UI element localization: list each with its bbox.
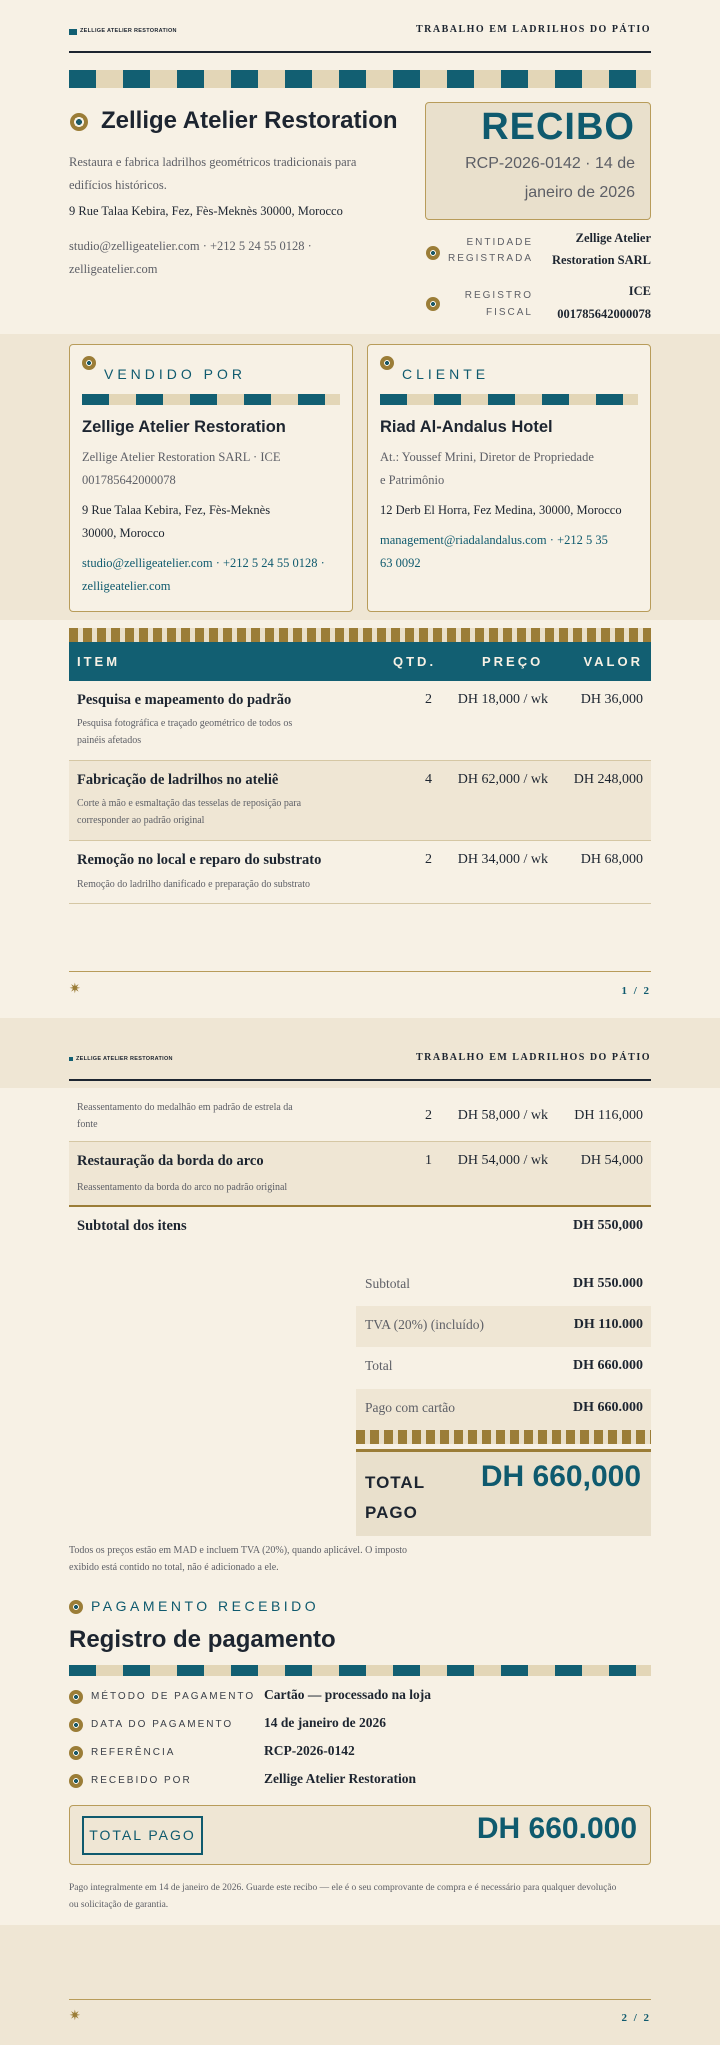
receipt-title: RECIBO <box>481 106 635 148</box>
col-item-header: ITEM <box>77 654 121 669</box>
row-title: Pesquisa e mapeamento do padrão <box>77 692 292 708</box>
paid-value: DH 660.000 <box>573 1400 643 1415</box>
tax-label-1: REGISTRO <box>464 290 533 301</box>
client-attn-1: At.: Youssef Mrini, Diretor de Propriedade <box>380 450 594 464</box>
rosette-icon <box>70 113 88 131</box>
grand-total-label-2: PAGO <box>365 1503 418 1522</box>
zellige-stripe <box>69 70 651 88</box>
entity-value-2: Restoration SARL <box>552 253 651 267</box>
total-paid-value: DH 660.000 <box>476 1812 637 1845</box>
vat-value: DH 110.000 <box>573 1317 643 1332</box>
rosette-icon <box>426 246 440 260</box>
row-price: DH 54,000 / wk <box>457 1153 548 1168</box>
header-tag: TRABALHO EM LADRILHOS DO PÁTIO <box>415 1052 651 1063</box>
brand-mark-icon <box>69 29 77 35</box>
row-price: DH 18,000 / wk <box>457 692 548 707</box>
rosette-icon <box>426 297 440 311</box>
rosette-icon <box>380 356 394 370</box>
entity-label-2: REGISTRADA <box>447 253 533 264</box>
table-header <box>69 642 651 681</box>
row-title: Restauração da borda do arco <box>77 1153 264 1169</box>
receipt-date: janeiro de 2026 <box>524 184 635 201</box>
col-value-header: VALOR <box>583 654 643 669</box>
tax-value-1: ICE <box>628 284 651 298</box>
payment-label: RECEBIDO POR <box>91 1775 192 1786</box>
row-qty: 1 <box>425 1153 432 1168</box>
grand-total-label-1: TOTAL <box>365 1473 426 1492</box>
payment-value: Cartão — processado na loja <box>264 1687 431 1702</box>
row-divider <box>69 840 651 841</box>
seller-contact-1[interactable]: studio@zelligeatelier.com · +212 5 24 55 0128 · <box>82 556 325 570</box>
row-qty: 2 <box>425 692 432 707</box>
row-price: DH 34,000 / wk <box>457 852 548 867</box>
row-qty: 2 <box>425 852 432 867</box>
entity-label-1: ENTIDADE <box>466 237 533 248</box>
tax-value-2: 001785642000078 <box>557 307 651 321</box>
footer-rule <box>69 1999 651 2000</box>
brand-small-mark: ZELLIGE ATELIER RESTORATION <box>80 28 177 34</box>
page-number: 1 / 2 <box>621 985 651 997</box>
row-qty: 2 <box>425 1108 432 1123</box>
row-qty: 4 <box>425 772 432 787</box>
payment-label: REFERÊNCIA <box>91 1747 176 1758</box>
items-subtotal-value: DH 550,000 <box>573 1218 643 1233</box>
seller-address-1: 9 Rue Talaa Kebira, Fez, Fès-Meknès <box>82 503 271 517</box>
total-paid-label: TOTAL PAGO <box>82 1816 203 1855</box>
client-address: 12 Derb El Horra, Fez Medina, 30000, Morocco <box>380 503 622 517</box>
seller-name: Zellige Atelier Restoration <box>82 418 286 436</box>
client-contact-1[interactable]: management@riadalandalus.com · +212 5 35 <box>380 533 608 547</box>
row-desc: Corte à mão e esmaltação das tesselas de reposição para <box>77 798 302 809</box>
zellige-stripe <box>380 394 638 405</box>
page-number: 2 / 2 <box>621 2012 651 2024</box>
subtotal-label: Subtotal <box>365 1276 411 1291</box>
row-value: DH 116,000 <box>574 1108 643 1123</box>
seller-legal-2: 001785642000078 <box>82 473 176 487</box>
subtotal-value: DH 550.000 <box>573 1276 643 1291</box>
rosette-icon <box>69 1690 83 1704</box>
row-value: DH 68,000 <box>580 852 643 867</box>
gold-border <box>69 628 651 642</box>
footer-rule <box>69 971 651 972</box>
star-icon: ✷ <box>69 982 81 997</box>
brand-small-mark: ZELLIGE ATELIER RESTORATION <box>76 1056 173 1062</box>
items-subtotal-label: Subtotal dos itens <box>77 1218 187 1234</box>
seller-heading: VENDIDO POR <box>104 366 247 382</box>
company-address: 9 Rue Talaa Kebira, Fez, Fès-Meknès 30000, Morocco <box>69 204 343 218</box>
company-contact: studio@zelligeatelier.com · +212 5 24 55 0128 · zelligeatelier.com <box>69 239 312 276</box>
zellige-stripe <box>82 394 340 405</box>
row-divider <box>69 903 651 904</box>
paid-label: Pago com cartão <box>365 1400 455 1415</box>
rosette-icon <box>82 356 96 370</box>
rosette-icon <box>69 1746 83 1760</box>
page-2-footer-band <box>0 1925 720 2045</box>
client-attn-2: e Patrimônio <box>380 473 445 487</box>
payment-label: DATA DO PAGAMENTO <box>91 1719 234 1730</box>
col-qty-header: QTD. <box>393 654 437 669</box>
rosette-icon <box>69 1718 83 1732</box>
row-desc: Reassentamento da borda do arco no padrão original <box>77 1182 288 1193</box>
seller-contact-2[interactable]: zelligeatelier.com <box>82 579 171 593</box>
row-price: DH 58,000 / wk <box>457 1108 548 1123</box>
vat-label: TVA (20%) (incluído) <box>365 1317 484 1332</box>
row-value: DH 36,000 <box>580 692 643 707</box>
entity-value-1: Zellige Atelier <box>575 231 651 245</box>
payment-label: MÉTODO DE PAGAMENTO <box>91 1691 256 1702</box>
row-price: DH 62,000 / wk <box>457 772 548 787</box>
col-price-header: PREÇO <box>482 654 544 669</box>
subtotal-rule <box>69 1205 651 1207</box>
payment-value: Zellige Atelier Restoration <box>264 1771 416 1786</box>
header-rule <box>69 1079 651 1081</box>
row-value: DH 54,000 <box>580 1153 643 1168</box>
row-desc: fonte <box>77 1119 98 1130</box>
seller-legal-1: Zellige Atelier Restoration SARL · ICE <box>82 450 281 464</box>
row-title: Fabricação de ladrilhos no ateliê <box>77 772 279 788</box>
tax-note-2: exibido está contido no total, não é adicionado a ele. <box>69 1562 279 1573</box>
client-contact-2[interactable]: 63 0092 <box>380 556 421 570</box>
payment-title: Registro de pagamento <box>69 1626 336 1653</box>
receipt-number: RCP-2026-0142 · 14 de <box>465 155 635 172</box>
row-desc: painéis afetados <box>77 735 142 746</box>
row-title: Remoção no local e reparo do substrato <box>77 852 322 868</box>
company-name: Zellige Atelier Restoration <box>101 107 398 134</box>
payment-kicker: PAGAMENTO RECEBIDO <box>91 1598 320 1614</box>
payment-value: 14 de janeiro de 2026 <box>264 1715 386 1730</box>
row-desc: Pesquisa fotográfica e traçado geométrico de todos os <box>77 718 293 729</box>
rosette-icon <box>69 1774 83 1788</box>
total-label: Total <box>365 1358 393 1373</box>
payment-value: RCP-2026-0142 <box>264 1743 355 1758</box>
gold-border <box>356 1430 651 1444</box>
row-desc: corresponder ao padrão original <box>77 815 205 826</box>
tax-note-1: Todos os preços estão em MAD e incluem TVA (20%), quando aplicável. O imposto <box>69 1545 408 1556</box>
total-value: DH 660.000 <box>573 1358 643 1373</box>
zellige-stripe <box>69 1665 651 1676</box>
seller-address-2: 30000, Morocco <box>82 526 165 540</box>
grand-total-value: DH 660,000 <box>480 1460 641 1493</box>
header-rule <box>69 51 651 53</box>
row-value: DH 248,000 <box>573 772 643 787</box>
payment-footer-2: ou solicitação de garantia. <box>69 1900 169 1910</box>
header-tag: TRABALHO EM LADRILHOS DO PÁTIO <box>415 24 651 35</box>
brand-mark-icon <box>69 1057 73 1061</box>
company-tagline: Restaura e fabrica ladrilhos geométricos tradicionais para edifícios históricos. <box>69 155 357 192</box>
client-heading: CLIENTE <box>402 366 490 382</box>
client-name: Riad Al-Andalus Hotel <box>380 418 553 436</box>
tax-label-2: FISCAL <box>485 307 533 318</box>
star-icon: ✷ <box>69 2009 81 2024</box>
payment-footer-1: Pago integralmente em 14 de janeiro de 2026. Guarde este recibo — ele é o seu comprovante de compra e é necessário para qualquer devolução <box>69 1883 617 1893</box>
rosette-icon <box>69 1600 83 1614</box>
row-desc: Reassentamento do medalhão em padrão de estrela da <box>77 1102 293 1113</box>
row-desc: Remoção do ladrilho danificado e preparação do substrato <box>77 879 310 890</box>
